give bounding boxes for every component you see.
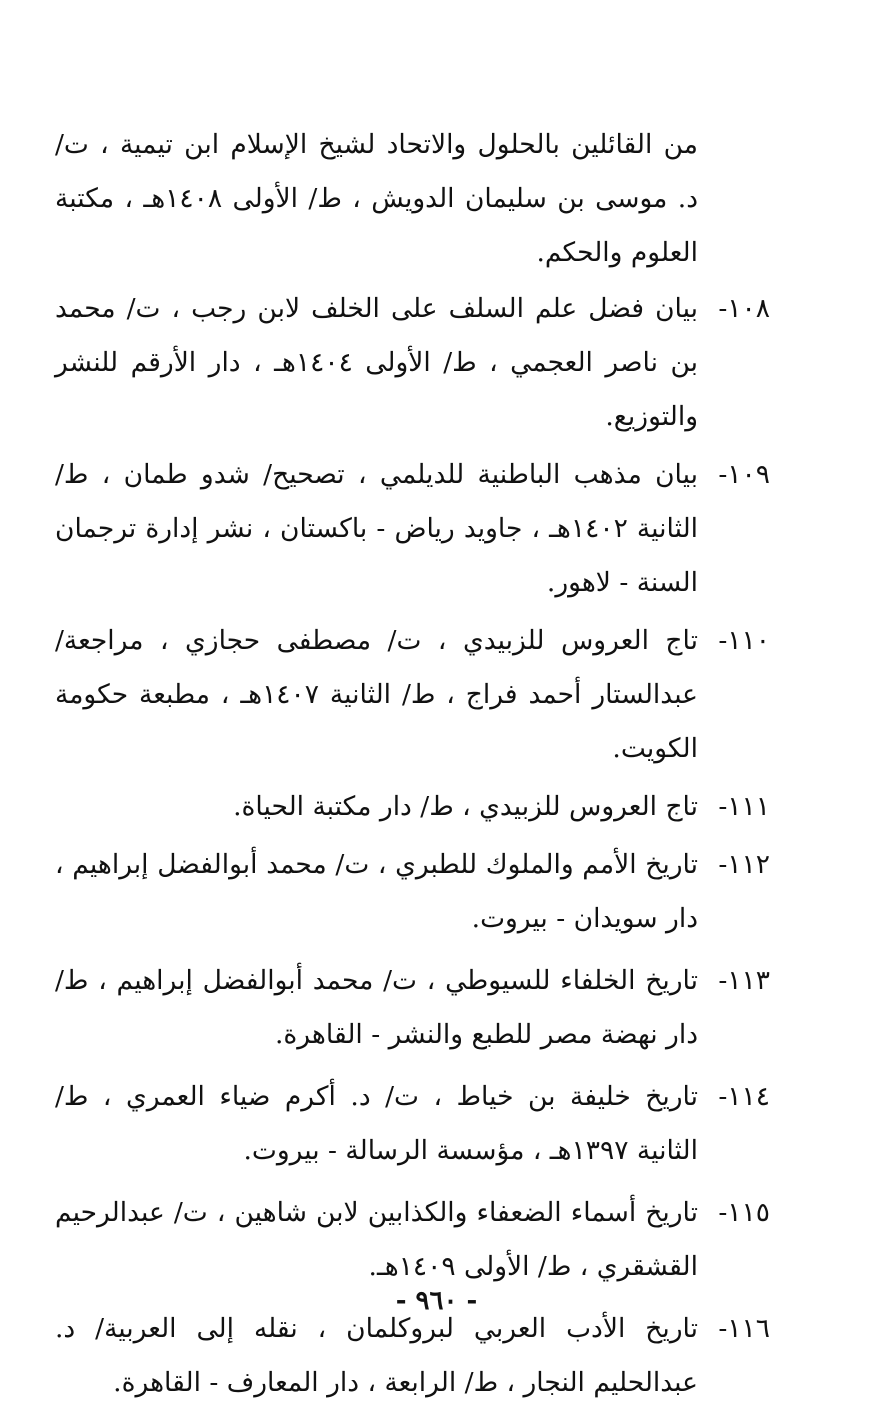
entry-number: ١٠٩- [718, 459, 770, 490]
bibliography-entry [55, 838, 770, 946]
entry-text: تاج العروس للزبيدي ، ت/ مصطفى حجازي ، مراجعة/ عبدالستار أحمد فراج ، ط/ الثانية ١٤٠٧هـ ، مطبعة حكومة الكويت. [55, 625, 698, 764]
bibliography-entry [55, 282, 770, 444]
bibliography-entry [55, 1186, 770, 1294]
bibliography-entry [55, 954, 770, 1062]
entry-text: تاريخ خليفة بن خياط ، ت/ د. أكرم ضياء العمري ، ط/ الثانية ١٣٩٧هـ ، مؤسسة الرسالة - بيروت. [55, 1081, 698, 1166]
entry-text: تاريخ الأمم والملوك للطبري ، ت/ محمد أبوالفضل إبراهيم ، دار سويدان - بيروت. [55, 849, 698, 934]
entry-number: ١١٥- [718, 1197, 770, 1228]
bibliography-entry [55, 780, 770, 834]
entry-number: ١١٠- [718, 625, 770, 656]
bibliography-list [55, 118, 770, 1410]
page-number: - ٩٦٠ - [395, 1286, 478, 1316]
entry-text: من القائلين بالحلول والاتحاد لشيخ الإسلام ابن تيمية ، ت/ د. موسى بن سليمان الدويش ، ط/ الأولى ١٤٠٨هـ ، مكتبة العلوم والحكم. [55, 129, 698, 268]
bibliography-entry [55, 1070, 770, 1178]
entry-text: بيان فضل علم السلف على الخلف لابن رجب ، ت/ محمد بن ناصر العجمي ، ط/ الأولى ١٤٠٤هـ ، دار الأرقم للنشر والتوزيع. [55, 293, 698, 432]
entry-number: ١١٣- [718, 965, 770, 996]
bibliography-entry [55, 1302, 770, 1410]
entry-text: تاريخ أسماء الضعفاء والكذابين لابن شاهين ، ت/ عبدالرحيم القشقري ، ط/ الأولى ١٤٠٩هـ. [55, 1197, 698, 1282]
bibliography-entry [55, 118, 770, 280]
entry-number: ١١٦- [718, 1313, 770, 1344]
bibliography-entry [55, 614, 770, 776]
bibliography-entry [55, 448, 770, 610]
entry-number: ١٠٨- [718, 293, 770, 324]
entry-number: ١١٢- [718, 849, 770, 880]
entry-text: تاج العروس للزبيدي ، ط/ دار مكتبة الحياة. [233, 791, 698, 822]
entry-number: ١١١- [718, 791, 770, 822]
entry-number: ١١٤- [718, 1081, 770, 1112]
entry-text: تاريخ الخلفاء للسيوطي ، ت/ محمد أبوالفضل إبراهيم ، ط/ دار نهضة مصر للطبع والنشر - القاهرة. [55, 965, 698, 1050]
entry-text: تاريخ الأدب العربي لبروكلمان ، نقله إلى العربية/ د. عبدالحليم النجار ، ط/ الرابعة ، دار المعارف - القاهرة. [55, 1313, 698, 1398]
entry-text: بيان مذهب الباطنية للديلمي ، تصحيح/ شدو طمان ، ط/ الثانية ١٤٠٢هـ ، جاويد رياض - باكستان ، نشر إدارة ترجمان السنة - لاهور. [55, 459, 699, 598]
